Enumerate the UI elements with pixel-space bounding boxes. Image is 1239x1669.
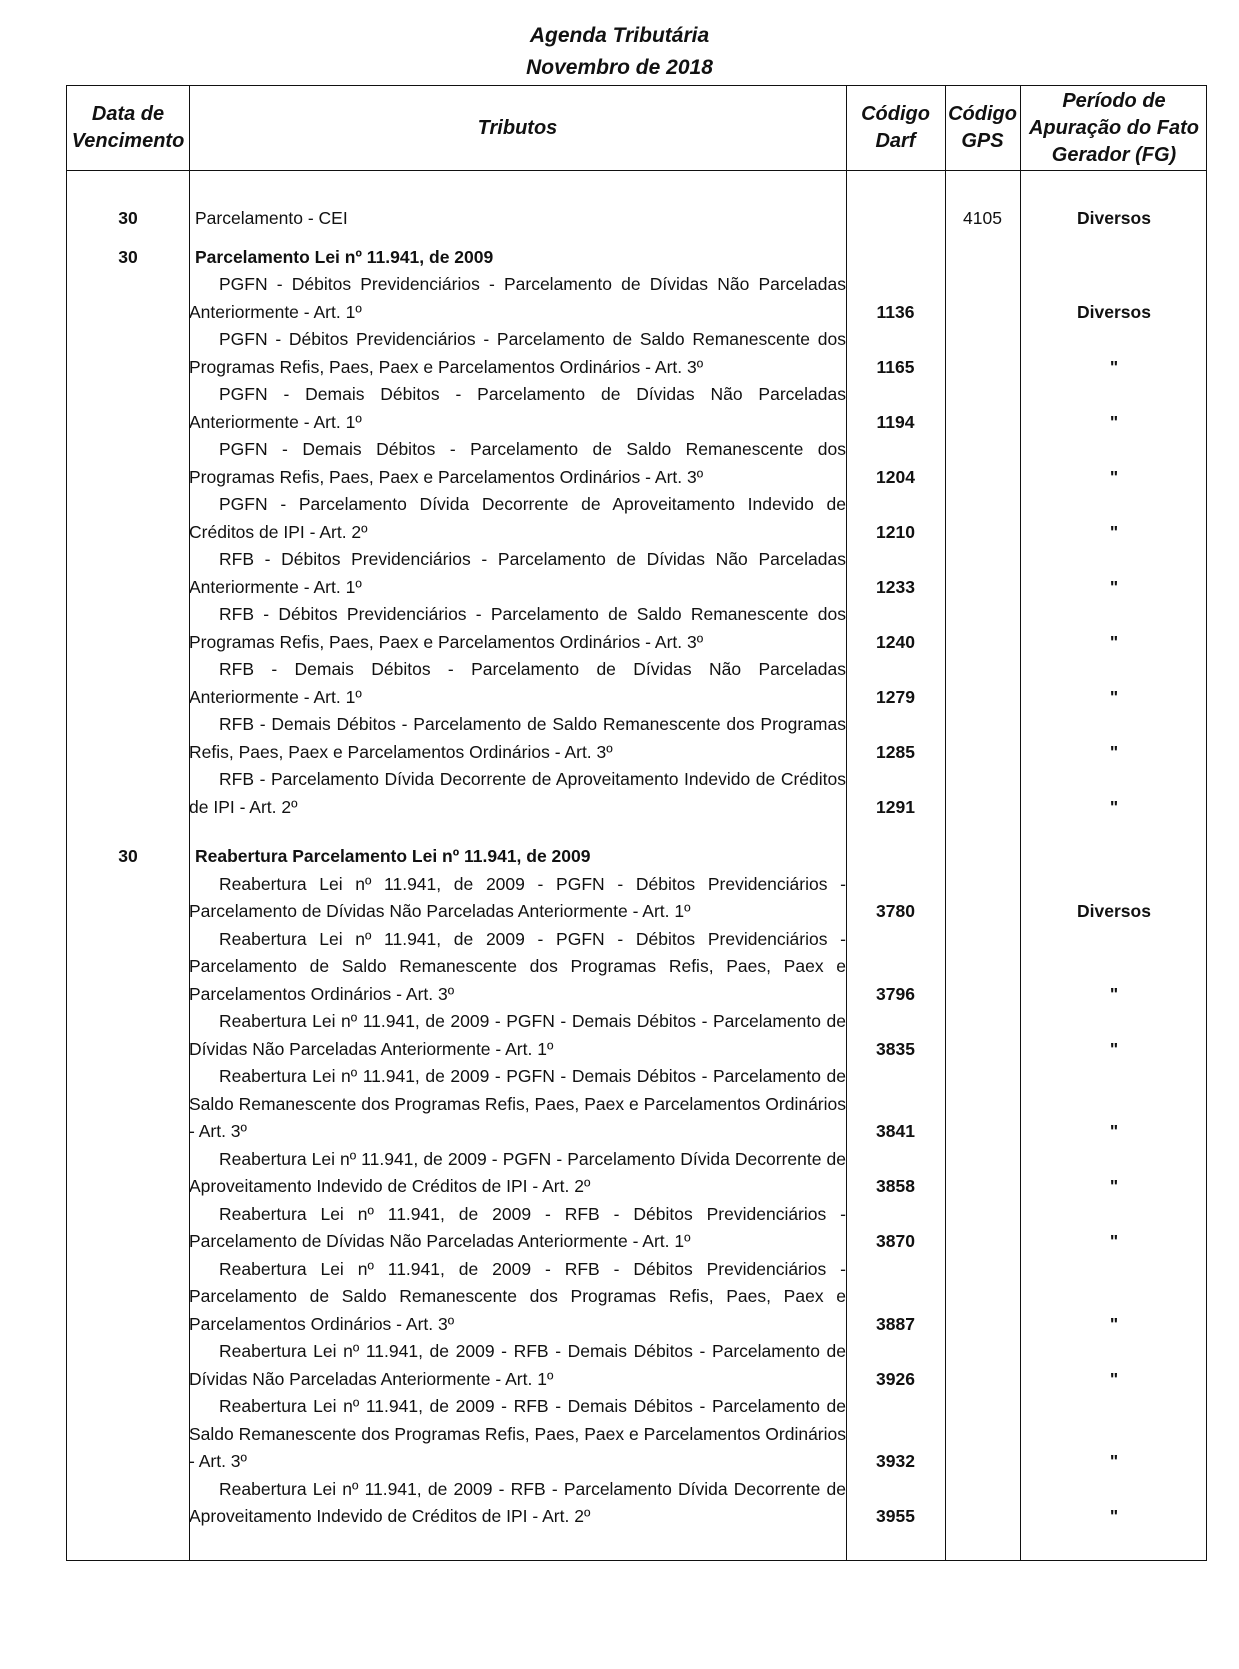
tax-description: RFB - Parcelamento Dívida Decorrente de Aproveitamento Indevido de Créditos de IPI - Art. 2º [189, 769, 846, 817]
darf-code: 3932 [876, 1451, 915, 1471]
periodo-apuracao: " [1109, 741, 1119, 762]
tax-description: RFB - Demais Débitos - Parcelamento de Dívidas Não Parceladas Anteriormente - Art. 1º [189, 659, 846, 707]
darf-code: 3858 [876, 1176, 915, 1196]
periodo-apuracao: " [1109, 411, 1119, 432]
tax-description: Reabertura Lei nº 11.941, de 2009 - RFB - Demais Débitos - Parcelamento de Saldo Remanescente dos Programas Refis, Paes, Paex e Parcelamentos Ordinários - Art. 3º [189, 1396, 846, 1471]
periodo-apuracao: " [1109, 1313, 1119, 1334]
periodo-apuracao: " [1109, 576, 1119, 597]
tax-description: Reabertura Lei nº 11.941, de 2009 - PGFN - Parcelamento Dívida Decorrente de Aproveitamento Indevido de Créditos de IPI - Art. 2º [189, 1148, 846, 1196]
periodo-apuracao: " [1109, 466, 1119, 487]
page-title: Agenda Tributária [529, 24, 710, 47]
tax-description: Reabertura Lei nº 11.941, de 2009 - PGFN - Demais Débitos - Parcelamento de Dívidas Não Parceladas Anteriormente - Art. 1º [189, 1011, 846, 1059]
periodo-apuracao: " [1109, 521, 1119, 542]
darf-code: 1204 [876, 466, 915, 487]
tax-description: Parcelamento - CEI [195, 208, 348, 228]
tax-description: Reabertura Lei nº 11.941, de 2009 - RFB - Parcelamento Dívida Decorrente de Aproveitamento Indevido de Créditos de IPI - Art. 2º [189, 1478, 846, 1526]
tax-description: Reabertura Lei nº 11.941, de 2009 - RFB - Demais Débitos - Parcelamento de Dívidas Não Parceladas Anteriormente - Art. 1º [189, 1341, 846, 1389]
periodo-apuracao: " [1109, 1451, 1119, 1471]
column-header-darf: Código Darf [861, 103, 930, 152]
tax-description: Reabertura Lei nº 11.941, de 2009 - PGFN - Débitos Previdenciários - Parcelamento de Saldo Remanescente dos Programas Refis, Paes, Paex e Parcelamentos Ordinários - Art. 3º [189, 928, 846, 1004]
darf-code: 3887 [876, 1313, 915, 1334]
darf-code: 1279 [876, 686, 915, 707]
tax-description: PGFN - Demais Débitos - Parcelamento de Dívidas Não Parceladas Anteriormente - Art. 1º [189, 384, 846, 432]
tax-description: PGFN - Débitos Previdenciários - Parcelamento de Saldo Remanescente dos Programas Refis, Paes, Paex e Parcelamentos Ordinários - Art. 3º [189, 329, 846, 377]
periodo-apuracao: " [1109, 1368, 1119, 1389]
darf-code: 1210 [876, 521, 915, 542]
tax-description: RFB - Débitos Previdenciários - Parcelamento de Saldo Remanescente dos Programas Refis, Paes, Paex e Parcelamentos Ordinários - Art. 3º [189, 604, 846, 652]
darf-code: 3870 [876, 1231, 915, 1251]
tax-description: PGFN - Demais Débitos - Parcelamento de Saldo Remanescente dos Programas Refis, Paes, Paex e Parcelamentos Ordinários - Art. 3º [189, 439, 846, 487]
tax-description: Reabertura Lei nº 11.941, de 2009 - RFB - Débitos Previdenciários - Parcelamento de Saldo Remanescente dos Programas Refis, Paes, Paex e Parcelamentos Ordinários - Art. 3º [189, 1258, 846, 1334]
periodo-apuracao: " [1109, 1176, 1119, 1196]
periodo-apuracao: Diversos [1077, 301, 1151, 322]
due-date: 30 [118, 208, 138, 228]
periodo-apuracao: " [1109, 1506, 1119, 1526]
darf-code: 1291 [876, 796, 915, 817]
darf-code: 1285 [876, 741, 915, 762]
periodo-apuracao: " [1109, 1121, 1119, 1141]
darf-code: 3835 [876, 1038, 915, 1059]
due-date: 30 [118, 246, 138, 267]
darf-code: 3796 [876, 983, 915, 1004]
page-subtitle: Novembro de 2018 [526, 56, 713, 79]
tax-description: Reabertura Lei nº 11.941, de 2009 - RFB - Débitos Previdenciários - Parcelamento de Dívidas Não Parceladas Anteriormente - Art. 1º [189, 1203, 846, 1251]
periodo-apuracao: " [1109, 1231, 1119, 1251]
column-divider [945, 86, 946, 1560]
tax-description: Reabertura Lei nº 11.941, de 2009 - PGFN - Demais Débitos - Parcelamento de Saldo Remanescente dos Programas Refis, Paes, Paex e Parcelamentos Ordinários - Art. 3º [189, 1066, 846, 1141]
periodo-apuracao: " [1109, 686, 1119, 707]
periodo-apuracao: " [1109, 1038, 1119, 1059]
periodo-apuracao: " [1109, 796, 1119, 817]
periodo-apuracao: Diversos [1077, 208, 1151, 228]
tax-description: PGFN - Parcelamento Dívida Decorrente de Aproveitamento Indevido de Créditos de IPI - Art. 2º [189, 494, 846, 542]
column-header-periodo: Período de Apuração do Fato Gerador (FG) [1028, 89, 1199, 166]
periodo-apuracao: " [1109, 631, 1119, 652]
darf-code: 3780 [876, 901, 915, 921]
darf-code: 1165 [876, 356, 915, 377]
column-header-date: Data de Vencimento [71, 103, 185, 152]
tax-description: PGFN - Débitos Previdenciários - Parcelamento de Dívidas Não Parceladas Anteriormente - Art. 1º [189, 274, 846, 322]
darf-code: 1136 [876, 301, 915, 322]
periodo-apuracao: " [1109, 983, 1119, 1004]
darf-code: 3841 [876, 1121, 915, 1141]
darf-code: 1240 [876, 631, 915, 652]
periodo-apuracao: Diversos [1077, 901, 1151, 921]
tax-description: RFB - Demais Débitos - Parcelamento de Saldo Remanescente dos Programas Refis, Paes, Paex e Parcelamentos Ordinários - Art. 3º [189, 714, 846, 762]
darf-code: 1233 [876, 576, 915, 597]
tax-description: RFB - Débitos Previdenciários - Parcelamento de Dívidas Não Parceladas Anteriormente - Art. 1º [189, 549, 846, 597]
due-date: 30 [118, 846, 138, 866]
column-header-gps: Código GPS [948, 103, 1017, 152]
column-header-tributos: Tributos [477, 116, 558, 139]
tax-schedule-table [66, 85, 1207, 1561]
darf-code: 1194 [876, 411, 915, 432]
darf-code: 3955 [876, 1506, 915, 1526]
group-heading: Reabertura Parcelamento Lei nº 11.941, de 2009 [195, 846, 591, 866]
group-heading: Parcelamento Lei nº 11.941, de 2009 [195, 246, 494, 267]
periodo-apuracao: " [1109, 356, 1119, 377]
darf-code: 3926 [876, 1368, 915, 1389]
header-divider [67, 170, 1206, 171]
tax-description: Reabertura Lei nº 11.941, de 2009 - PGFN - Débitos Previdenciários - Parcelamento de Dívidas Não Parceladas Anteriormente - Art. 1º [189, 873, 846, 921]
gps-code: 4105 [963, 208, 1002, 228]
